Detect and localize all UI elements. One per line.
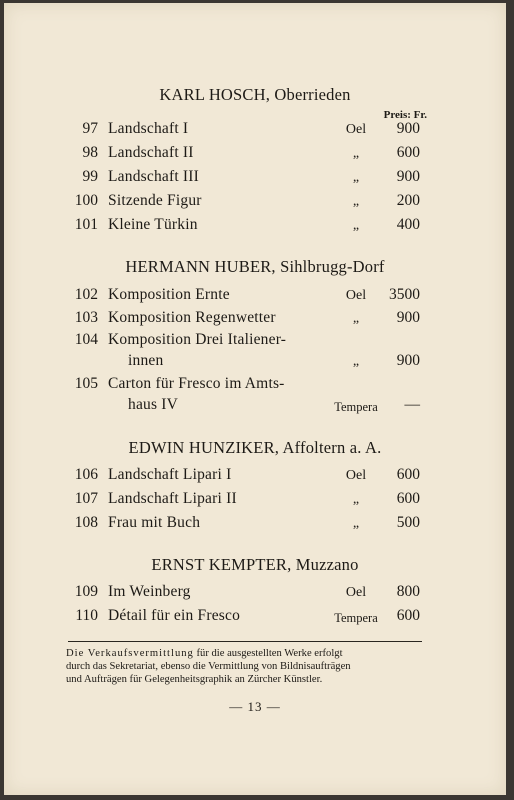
entry-technique: Oel <box>345 288 367 303</box>
catalog-entry <box>4 490 506 512</box>
entry-price: 3500 <box>389 286 420 303</box>
artist-heading: KARL HOSCH, Oberrieden <box>159 85 351 104</box>
entry-technique: „ <box>352 146 360 161</box>
entry-number: 107 <box>74 490 98 507</box>
entry-technique: „ <box>352 218 360 233</box>
catalog-entry <box>4 375 506 397</box>
entry-number: 105 <box>74 375 98 392</box>
entry-title: Komposition Ernte <box>108 286 230 303</box>
catalog-entry <box>4 607 506 629</box>
entry-technique: Tempera <box>334 611 378 625</box>
entry-number: 106 <box>74 466 98 483</box>
catalog-entry <box>4 514 506 536</box>
catalog-entry <box>4 192 506 214</box>
catalog-entry <box>4 120 506 142</box>
entry-technique: Tempera <box>334 400 378 414</box>
entry-title: Landschaft II <box>108 144 194 161</box>
entry-title: Carton für Fresco im Amts- <box>108 375 285 392</box>
entry-price: 900 <box>396 168 420 185</box>
entry-title: Frau mit Buch <box>108 514 201 531</box>
catalog-entry-continued <box>4 352 506 374</box>
catalog-entry <box>4 309 506 331</box>
catalog-entry <box>4 216 506 238</box>
footnote-line: durch das Sekretariat, ebenso die Vermittlung von Bildnisaufträgen <box>66 661 351 672</box>
entry-title: Landschaft I <box>108 120 189 137</box>
footnote-divider <box>68 641 422 642</box>
artist-heading: HERMANN HUBER, Sihlbrugg-Dorf <box>125 257 385 276</box>
entry-number: 103 <box>74 309 98 326</box>
entry-title: Sitzende Figur <box>108 192 202 209</box>
entry-title: Kleine Türkin <box>108 216 198 233</box>
entry-technique: Oel <box>345 585 367 600</box>
entry-title: Komposition Drei Italiener- <box>108 331 287 348</box>
entry-title: Landschaft III <box>108 168 200 185</box>
artist-heading: ERNST KEMPTER, Muzzano <box>151 555 359 574</box>
entry-price: 200 <box>396 192 420 209</box>
page-number: — 13 — <box>229 699 281 714</box>
entry-title-continued: haus IV <box>128 396 179 413</box>
footnote-spaced-text: Die Verkaufsvermittlung <box>66 648 194 659</box>
entry-title: Im Weinberg <box>108 583 191 600</box>
entry-number: 97 <box>82 120 98 137</box>
entry-technique: „ <box>352 194 360 209</box>
entry-number: 99 <box>82 168 98 185</box>
entry-price: 900 <box>396 309 420 326</box>
price-column-header: Preis: Fr. <box>383 109 427 121</box>
artist-heading: EDWIN HUNZIKER, Affoltern a. A. <box>128 438 382 457</box>
entry-price: 600 <box>396 466 420 483</box>
footnote <box>66 647 426 686</box>
entry-title: Détail für ein Fresco <box>108 607 241 624</box>
catalog-page <box>4 3 506 795</box>
footnote-line <box>66 647 426 660</box>
entry-number: 108 <box>74 514 98 531</box>
footnote-text: für die ausgestellten Werke erfolgt <box>196 648 343 659</box>
entry-number: 109 <box>74 583 98 600</box>
entry-technique: „ <box>352 311 360 326</box>
entry-technique: „ <box>352 492 360 507</box>
catalog-entry <box>4 331 506 353</box>
entry-price: 600 <box>396 607 420 624</box>
entry-price: 600 <box>396 490 420 507</box>
entry-price: 500 <box>396 514 420 531</box>
footnote-line: und Aufträgen für Gelegenheitsgraphik an Zürcher Künstler. <box>66 674 323 685</box>
entry-price: 800 <box>396 583 420 600</box>
entry-technique: „ <box>352 354 360 369</box>
entry-title-continued: innen <box>128 352 164 369</box>
entry-price: 600 <box>396 144 420 161</box>
entry-price: 900 <box>396 352 420 369</box>
entry-number: 102 <box>74 286 98 303</box>
entry-technique: „ <box>352 516 360 531</box>
catalog-entry <box>4 144 506 166</box>
entry-number: 110 <box>75 607 98 624</box>
catalog-entry <box>4 583 506 605</box>
entry-number: 101 <box>74 216 98 233</box>
entry-price: — <box>404 396 420 413</box>
entry-technique: Oel <box>345 468 367 483</box>
catalog-entry <box>4 168 506 190</box>
entry-price: 900 <box>396 120 420 137</box>
entry-number: 98 <box>82 144 98 161</box>
entry-technique: „ <box>352 170 360 185</box>
entry-number: 104 <box>74 331 98 348</box>
entry-title: Landschaft Lipari II <box>108 490 237 507</box>
catalog-entry-continued <box>4 396 506 418</box>
entry-title: Landschaft Lipari I <box>108 466 232 483</box>
entry-number: 100 <box>74 192 98 209</box>
catalog-entry <box>4 466 506 488</box>
entry-price: 400 <box>396 216 420 233</box>
entry-title: Komposition Regenwetter <box>108 309 276 326</box>
entry-technique: Oel <box>345 122 367 137</box>
catalog-entry <box>4 286 506 308</box>
